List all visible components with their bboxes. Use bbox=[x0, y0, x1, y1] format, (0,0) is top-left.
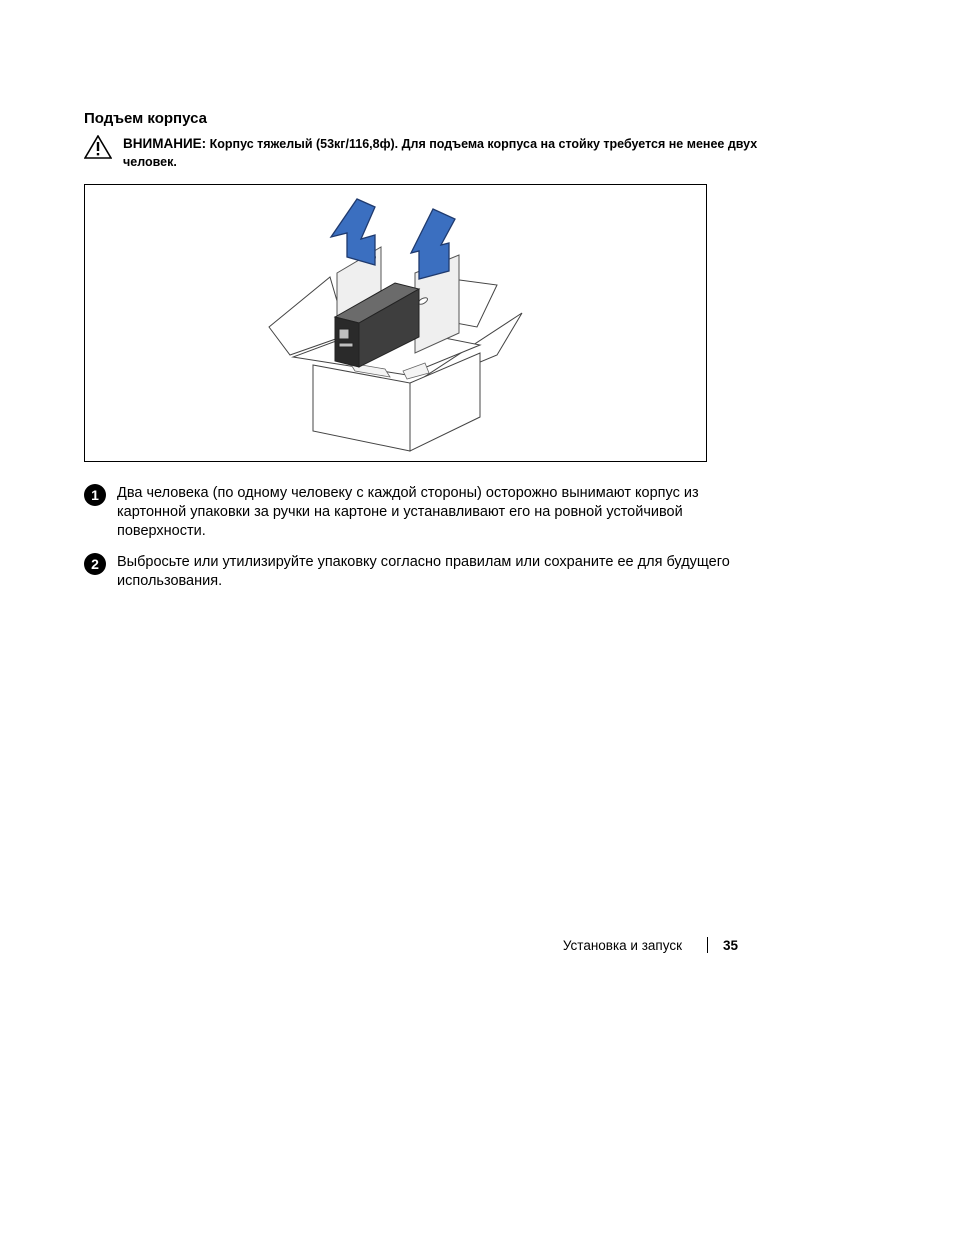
section-heading: Подъем корпуса bbox=[84, 110, 207, 127]
step-number-badge: 1 bbox=[84, 484, 106, 506]
step-text: Два человека (по одному человеку с каждой стороны) осторожно вынимают корпус из картонной упаковки за ручки на картоне и устанавливают его на ровной устойчивой поверхности. bbox=[117, 485, 699, 539]
box-front bbox=[313, 365, 410, 451]
footer-divider bbox=[707, 937, 708, 953]
footer-section-label: Установка и запуск bbox=[562, 938, 682, 953]
caution-text bbox=[123, 135, 763, 171]
step-number-badge: 2 bbox=[84, 553, 106, 575]
step-text: Выбросьте или утилизируйте упаковку согласно правилам или сохраните ее для будущего использования. bbox=[117, 554, 730, 589]
lift-arrow-left bbox=[331, 199, 375, 265]
box-unpacking-drawing bbox=[85, 185, 706, 461]
lift-arrow-right bbox=[411, 209, 455, 279]
page-number: 35 bbox=[723, 938, 739, 953]
caution-body: Корпус тяжелый (53кг/116,8ф). Для подъема корпуса на стойку требуется не менее двух человек. bbox=[123, 137, 758, 169]
lift-cabinet-illustration bbox=[84, 184, 707, 462]
caution-label: ВНИМАНИЕ: bbox=[123, 136, 207, 151]
cabinet-front bbox=[335, 317, 359, 367]
warning-triangle-icon bbox=[84, 135, 112, 159]
